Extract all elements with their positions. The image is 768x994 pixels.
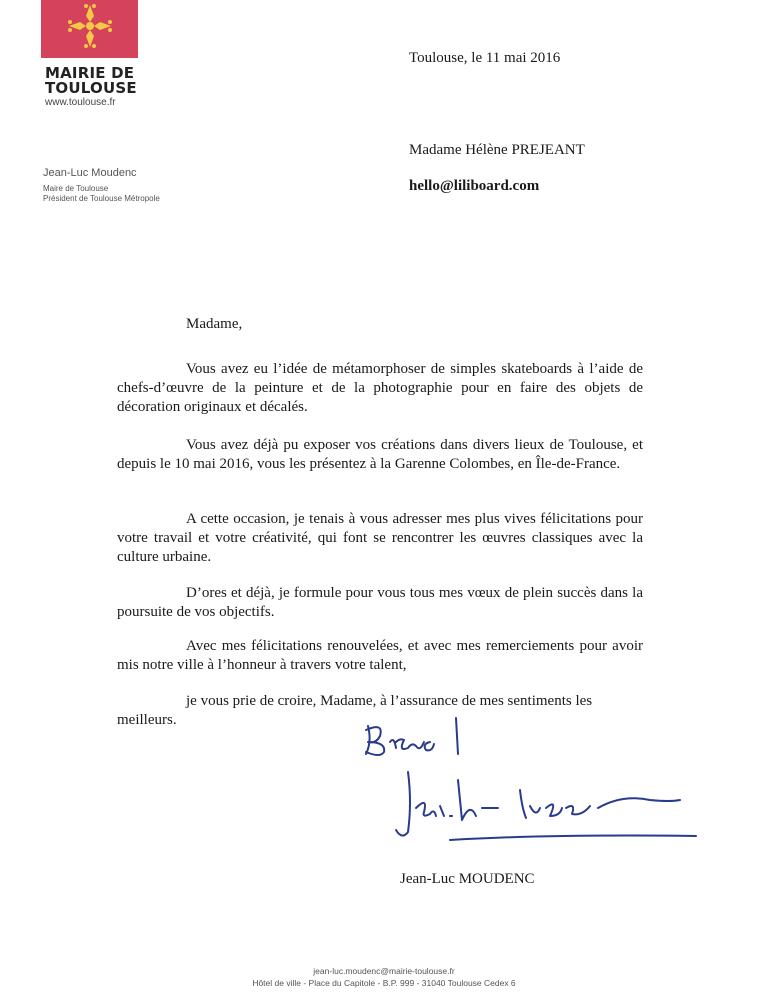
- sender-role-president: Président de Toulouse Métropole: [43, 194, 160, 203]
- brand-url: www.toulouse.fr: [45, 97, 116, 108]
- paragraph-6: je vous prie de croire, Madame, à l’assurance de mes sentiments les: [186, 693, 593, 709]
- sender-role-mayor: Maire de Toulouse: [43, 184, 109, 193]
- paragraph-4: D’ores et déjà, je formule pour vous tous mes vœux de plein succès dans la poursuite de vos objectifs.: [117, 585, 643, 620]
- footer-email: jean-luc.moudenc@mairie-toulouse.fr: [313, 966, 455, 976]
- brand-line-2: TOULOUSE: [45, 79, 137, 97]
- footer-address: Hôtel de ville - Place du Capitole - B.P. 999 - 31040 Toulouse Cedex 6: [252, 978, 516, 988]
- paragraph-5: Avec mes félicitations renouvelées, et avec mes remerciements pour avoir mis notre ville à l’honneur à travers votre talent,: [117, 638, 643, 673]
- salutation: Madame,: [186, 316, 243, 332]
- brand-title: [45, 66, 137, 96]
- paragraph-3: A cette occasion, je tenais à vous adresser mes plus vives félicitations pour votre travail et votre créativité, qui font se rencontrer les œuvres classiques avec la culture urbaine.: [117, 511, 643, 565]
- logo-block: [41, 0, 138, 58]
- occitan-cross-icon: [67, 3, 113, 49]
- brand-line-1: MAIRIE DE: [45, 64, 135, 82]
- closing-continuation: meilleurs.: [117, 712, 177, 728]
- handwritten-signature: [350, 712, 710, 842]
- sender-name: Jean-Luc Moudenc: [43, 167, 137, 179]
- recipient-name: Madame Hélène PREJEANT: [409, 142, 585, 158]
- recipient-email: hello@liliboard.com: [409, 178, 540, 194]
- paragraph-1: Vous avez eu l’idée de métamorphoser de simples skateboards à l’aide de chefs-d’œuvre de la peinture et de la photographie pour en faire des objets de décoration originaux et décalés.: [117, 361, 643, 415]
- letter-date: Toulouse, le 11 mai 2016: [409, 50, 561, 66]
- signatory-name: Jean-Luc MOUDENC: [400, 871, 535, 887]
- paragraph-2: Vous avez déjà pu exposer vos créations dans divers lieux de Toulouse, et depuis le 10 mai 2016, vous les présentez à la Garenne Colombes, en Île-de-France.: [117, 437, 643, 472]
